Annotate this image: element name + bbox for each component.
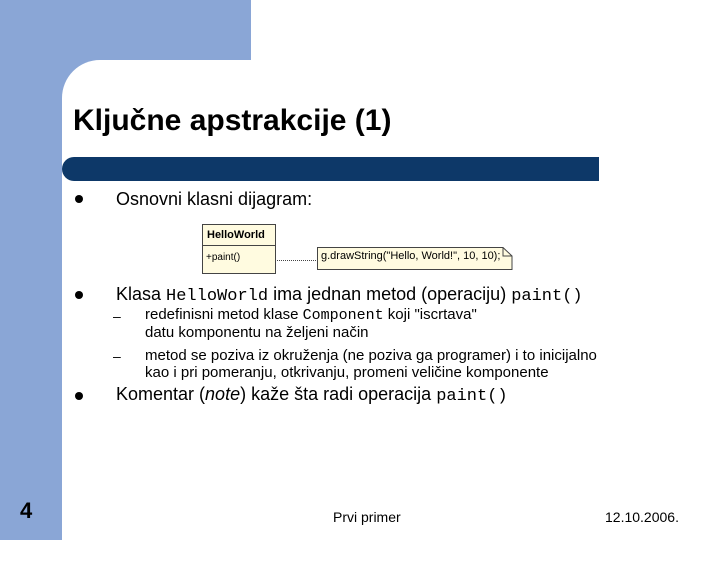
bullet-2-code: HelloWorld — [166, 287, 269, 306]
bullet-3-mid: ) kaže šta radi operacija — [240, 384, 437, 404]
sub-bullet-1-line-2: datu komponentu na željeni način — [145, 324, 369, 341]
footer-date: 12.10.2006. — [605, 509, 679, 525]
uml-class-box — [202, 224, 276, 274]
bullet-2-pre: Klasa — [116, 284, 167, 304]
bullet-2-mid: ima jednan metod (operaciju) — [268, 284, 512, 304]
uml-note — [317, 247, 512, 269]
bullet-1-text: Osnovni klasni dijagram: — [116, 189, 313, 209]
sub-bullet-1-post: koji "iscrtava" — [383, 306, 477, 323]
bullet-3-code: paint() — [436, 387, 508, 406]
sub-bullet-2-line-2: kao i pri pomeranju, otkrivanju, promeni veličine komponente — [145, 364, 549, 381]
uml-class-name: HelloWorld — [203, 225, 275, 246]
bullet-3-text — [116, 384, 508, 406]
sub-bullet-dash: – — [113, 308, 121, 324]
slide-title: Ključne apstrakcije (1) — [73, 104, 392, 137]
bullet-dot — [75, 195, 83, 203]
sub-bullet-2-line-1: metod se poziva iz okruženja (ne poziva ga programer) i to inicijalno — [145, 347, 597, 364]
uml-class-operation: +paint() — [206, 252, 241, 263]
bullet-2-code2: paint() — [511, 287, 583, 306]
bullet-dot — [75, 392, 83, 400]
sub-bullet-1-line-1 — [145, 306, 477, 324]
footer-title: Prvi primer — [333, 509, 401, 525]
sub-bullet-dash: – — [113, 348, 121, 364]
bullet-3-italic: note — [205, 384, 241, 404]
title-underline-bar — [62, 157, 599, 181]
bullet-3-pre: Komentar ( — [116, 384, 206, 404]
bullet-2-text — [116, 284, 583, 306]
uml-note-link — [275, 260, 316, 261]
uml-note-text: g.drawString("Hello, World!", 10, 10); — [321, 250, 501, 262]
page-number: 4 — [20, 498, 33, 523]
sub-bullet-1-pre: redefinisni metod klase — [145, 306, 303, 323]
bullet-dot — [75, 291, 83, 299]
sub-bullet-1-code: Component — [302, 307, 384, 324]
